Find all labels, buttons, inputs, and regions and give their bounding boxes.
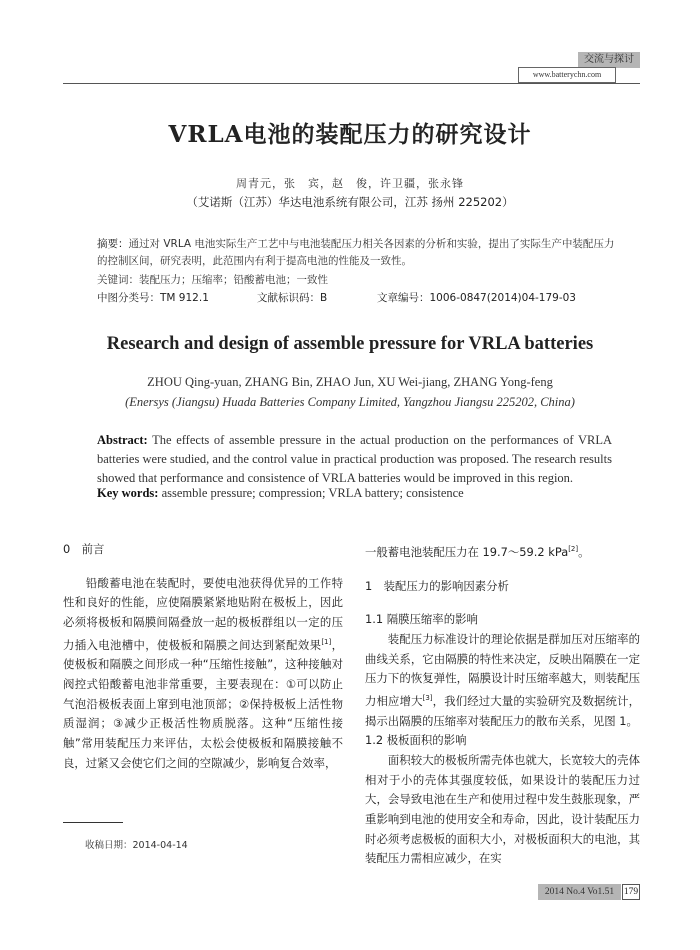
citation-3[interactable]: [3] [422, 694, 433, 703]
continued-text-a: 一般蓄电池装配压力在 19.7～59.2 kPa [365, 544, 569, 559]
abstract-label-en: Abstract: [97, 433, 148, 447]
abstract-label-zh: 摘要： [97, 238, 129, 250]
keywords-text-en: assemble pressure; compression; VRLA battery; consistence [158, 486, 464, 500]
paragraph-1-1 [365, 630, 640, 731]
received-date-footnote: 收稿日期：2014-04-14 [85, 840, 188, 851]
article-number: 文章编号：1006-0847(2014)04-179-03 [377, 292, 576, 304]
authors-english: ZHOU Qing-yuan, ZHANG Bin, ZHAO Jun, XU Wei-jiang, ZHANG Yong-feng [147, 375, 553, 389]
header-rule [63, 83, 640, 84]
continued-paragraph [365, 540, 640, 563]
keywords-english [97, 486, 612, 501]
citation-2[interactable]: [2] [568, 545, 579, 553]
clc-number: 中图分类号：TM 912.1 [97, 292, 209, 304]
authors-chinese: 周青元，张 宾，赵 俊，许卫疆，张永锋 [236, 177, 464, 190]
title-chinese: VRLA电池的装配压力的研究设计 [168, 121, 532, 148]
para-1-1-text-b: ，我们经过大量的实验研究及数据统计，揭示出隔膜的压缩率对装配压力的散布关系，见图 1。 [365, 693, 640, 728]
paragraph-1-2: 面积较大的极板所需壳体也就大，长宽较大的壳体相对于小的壳体其强度较低，如果设计的装配压力过大，会导致电池在生产和使用过程中发生鼓胀现象，严重影响到电池的使用安全和寿命，因此，设计装配压力时必须考虑极板的面积大小，对极板面积大的电池，其装配压力需相应减少，在实 [365, 752, 640, 866]
keywords-text-zh: 装配压力；压缩率；铅酸蓄电池；一致性 [139, 274, 328, 286]
keywords-chinese [97, 272, 617, 288]
keywords-label-zh: 关键词： [97, 274, 139, 286]
title-english: Research and design of assemble pressure for VRLA batteries [106, 334, 594, 354]
affiliation-chinese: （艾诺斯（江苏）华达电池系统有限公司，江苏 扬州 225202） [186, 195, 514, 209]
issue-label: 2014 No.4 Vo1.51 [538, 884, 621, 900]
para-1-1-text-a: 装配压力标准设计的理论依据是群加压对压缩率的曲线关系，它由隔膜的特性来决定，反映出隔膜在一定压力下的恢复弹性，隔膜设计时压缩率越大，则装配压力相应增大 [365, 631, 640, 708]
intro-paragraph [63, 574, 343, 774]
affiliation-english: (Enersys (Jiangsu) Huada Batteries Company Limited, Yangzhou Jiangsu 225202, China) [125, 395, 575, 409]
journal-url[interactable]: www.batterychn.com [518, 67, 616, 83]
section-heading-1: 1 装配压力的影响因素分析 [365, 578, 509, 593]
section-heading-intro: 0 前言 [63, 542, 105, 556]
document-code: 文献标识码：B [257, 292, 328, 304]
page-number: 179 [622, 884, 640, 900]
body-left-column [63, 540, 343, 774]
intro-text-a: 铅酸蓄电池在装配时，要使电池获得优异的工作特性和良好的性能，应使隔膜紧紧地贴附在极板上，因此必须将极板和隔膜间隔叠放一起的极板群组以一定的压力插入电池槽中，使极板和隔膜之间达到紧配效果 [63, 575, 343, 652]
section-heading-1-2: 1.2 极板面积的影响 [365, 733, 467, 748]
body-right-column [365, 540, 640, 869]
abstract-english [97, 431, 612, 488]
abstract-chinese [97, 236, 617, 270]
footnote-rule [63, 822, 123, 823]
abstract-text-en: The effects of assemble pressure in the actual production on the performances of VRLA batteries were studied, and the control value in practical production was proposed. The research results showed that performance and consistence of VRLA batteries would be improved in this region. [97, 433, 612, 485]
section-heading-1-1: 1.1 隔膜压缩率的影响 [365, 612, 478, 627]
citation-1[interactable]: [1] [321, 637, 332, 646]
keywords-label-en: Key words: [97, 486, 159, 500]
abstract-text-zh: 通过对 VRLA 电池实际生产工艺中与电池装配压力相关各因素的分析和实验，提出了实际生产中装配压力的控制区间，研究表明，此范围内有利于提高电池的性能及一致性。 [97, 238, 615, 267]
intro-text-b: ，使极板和隔膜之间形成一种“压缩性接触”，这种接触对阀控式铅酸蓄电池非常重要，主要表现在：①可以防止气泡沿极板表面上窜到电池顶部；②保持极板上活性物质湿润；③减少正极活性物质脱落。这种“压缩性接触”常用装配压力来评估，太松会使极板和隔膜接触不良，过紧又会使它们之间的空隙减少，影响复合效率， [63, 637, 343, 770]
continued-text-b: 。 [578, 544, 590, 559]
column-tag: 交流与探讨 [578, 52, 640, 68]
